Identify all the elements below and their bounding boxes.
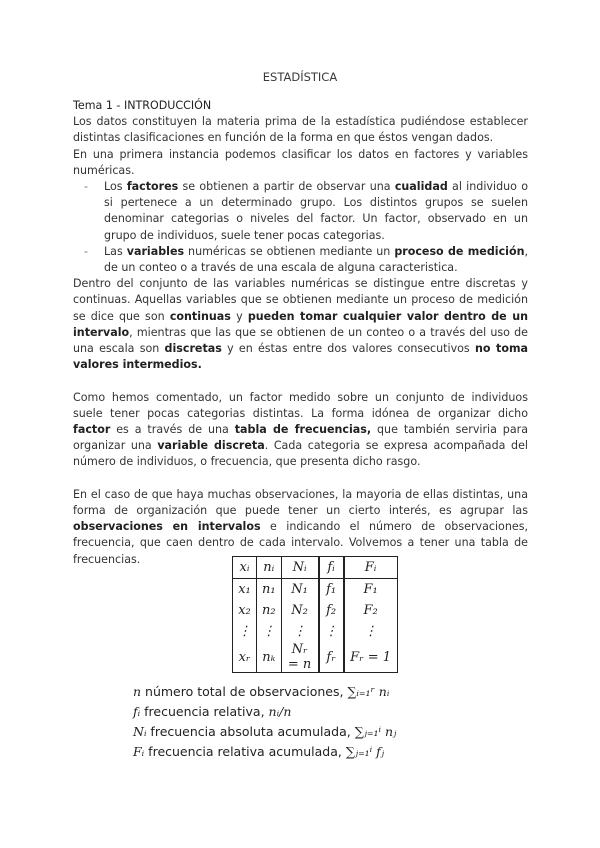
table-cell: ⋮ — [233, 621, 257, 642]
table-cell: Fᵣ = 1 — [344, 642, 398, 673]
formula-text: número total de observaciones, — [141, 684, 348, 699]
bold-text: cualidad — [394, 180, 448, 194]
header-cell: Fᵢ — [344, 557, 398, 579]
table-cell: fᵣ — [319, 642, 344, 673]
table-cell: F₁ — [344, 579, 398, 601]
bold-text: factores — [126, 180, 179, 194]
bold-text: proceso de medición — [394, 244, 525, 258]
formula-expression: ∑ᵢ₌₁ʳ nᵢ — [347, 684, 390, 699]
text-segment: Los datos constituyen la materia prima de la estadística pudiéndose establecer distintas clasificaciones en función de la forma en que éstos vengan dados. — [73, 115, 528, 145]
bold-text: no toma valores intermedios. — [73, 342, 529, 372]
formula-line — [133, 742, 396, 762]
table-cell: nₖ — [257, 642, 282, 673]
formula-line — [133, 702, 396, 722]
formula-symbol: fᵢ — [133, 704, 141, 719]
table-cell: f₁ — [319, 579, 344, 601]
formula-line — [133, 682, 396, 702]
table-cell: xᵣ — [233, 642, 257, 673]
text-segment: Las — [104, 244, 127, 258]
table-row — [233, 642, 398, 673]
table-cell: x₂ — [233, 600, 257, 621]
bold-text: continuas — [169, 309, 231, 323]
table-cell: N₁ — [281, 579, 319, 601]
table-cell: n₁ — [257, 579, 282, 601]
bullet-factores — [104, 179, 528, 244]
bold-text: variables — [126, 244, 185, 258]
text-segment: Como hemos comentado, un factor medido sobre un conjunto de individuos suele tener pocas categorias distintas. La forma idónea de organizar dicho — [73, 390, 528, 420]
table-header-row — [233, 557, 398, 579]
header-cell: nᵢ — [257, 557, 282, 579]
text-segment: En una primera instancia podemos clasificar los datos en factores y variables numéricas. — [73, 147, 528, 177]
section-heading: Tema 1 - INTRODUCCIÓN — [73, 99, 212, 112]
table-cell: F₂ — [344, 600, 398, 621]
document-body — [73, 98, 528, 568]
formula-text: frecuencia relativa acumulada, — [144, 744, 346, 759]
formula-text: frecuencia absoluta acumulada, — [146, 724, 355, 739]
formula-symbol: Nᵢ — [133, 724, 147, 739]
text-segment: es a través de una — [110, 423, 235, 437]
table-cell: Nᵣ = n — [281, 642, 319, 673]
text-segment: Dentro del conjunto de las variables numéricas se distingue entre discretas y continuas. Aquellas variables que se obtienen mediante un proceso de medición se dice que son — [73, 277, 528, 323]
text-segment: Los — [104, 180, 127, 194]
paragraph-intro — [73, 114, 528, 146]
text-segment: . Cada categoria se expresa acompañada del número de individuos, o frecuencia, que presenta dicho rasgo. — [73, 439, 528, 469]
bullet-list — [73, 179, 528, 276]
text-segment: se obtienen a partir de observar una — [178, 180, 395, 194]
header-cell: xᵢ — [233, 557, 257, 579]
paragraph-factor — [73, 390, 528, 471]
text-segment: e indicando el número de observaciones, frecuencia, que caen dentro de cada intervalo. Volvemos a tener una tabla de frecuencias. — [73, 520, 529, 566]
formula-legend — [133, 682, 396, 762]
paragraph-discretas-continuas — [73, 276, 528, 373]
bold-text: tabla de frecuencias, — [234, 423, 372, 437]
text-segment: , mientras que las que se obtienen de un conteo o a través del uso de una escala son — [73, 325, 528, 356]
formula-text: frecuencia relativa, — [140, 704, 269, 719]
bold-text: factor — [73, 423, 111, 437]
table-row — [233, 600, 398, 621]
table-cell: ⋮ — [257, 621, 282, 642]
formula-expression: ∑ⱼ₌₁ⁱ fⱼ — [345, 744, 385, 759]
table-row — [233, 579, 398, 601]
bold-text: variable discreta — [157, 439, 265, 453]
bold-text: pueden tomar cualquier valor dentro de un intervalo — [73, 309, 529, 339]
text-segment: , de un conteo o a través de una escala de alguna caracteristica. — [104, 244, 528, 275]
header-cell: fᵢ — [319, 557, 344, 579]
text-segment: al individuo o si pertenece a un determinado grupo. Los distintos grupos se suelen denominar categorias o niveles del factor. Un factor, observado en un grupo de individuos, suele tener pocas categorias. — [104, 180, 528, 242]
table-cell: ⋮ — [344, 621, 398, 642]
table-cell: f₂ — [319, 600, 344, 621]
bullet-variables — [104, 244, 528, 276]
paragraph-classification — [73, 147, 528, 179]
table-row — [233, 621, 398, 642]
table-cell: x₁ — [233, 579, 257, 601]
text-segment: y en éstas entre dos valores consecutivos — [221, 342, 475, 356]
frequency-table — [232, 556, 398, 673]
bold-text: discretas — [164, 342, 222, 356]
header-cell: Nᵢ — [281, 557, 319, 579]
text-segment: numéricas se obtienen mediante un — [184, 244, 395, 258]
formula-symbol: Fᵢ — [133, 744, 145, 759]
table-cell: ⋮ — [281, 621, 319, 642]
formula-expression: ∑ⱼ₌₁ⁱ nⱼ — [354, 724, 397, 739]
text-segment: y — [230, 309, 248, 323]
text-segment: En el caso de que haya muchas observaciones, la mayoria de ellas distintas, una forma de organización que puede tener un cierto interés, es agrupar las — [73, 487, 528, 518]
table-cell: n₂ — [257, 600, 282, 621]
table-cell: N₂ — [281, 600, 319, 621]
formula-line — [133, 722, 396, 742]
formula-symbol: n — [133, 684, 142, 699]
document-title: ESTADÍSTICA — [262, 70, 338, 84]
table-cell: ⋮ — [319, 621, 344, 642]
bold-text: observaciones en intervalos — [73, 520, 261, 534]
text-segment: que también serviria para organizar una — [73, 423, 529, 453]
formula-expression: nᵢ/n — [268, 704, 292, 719]
